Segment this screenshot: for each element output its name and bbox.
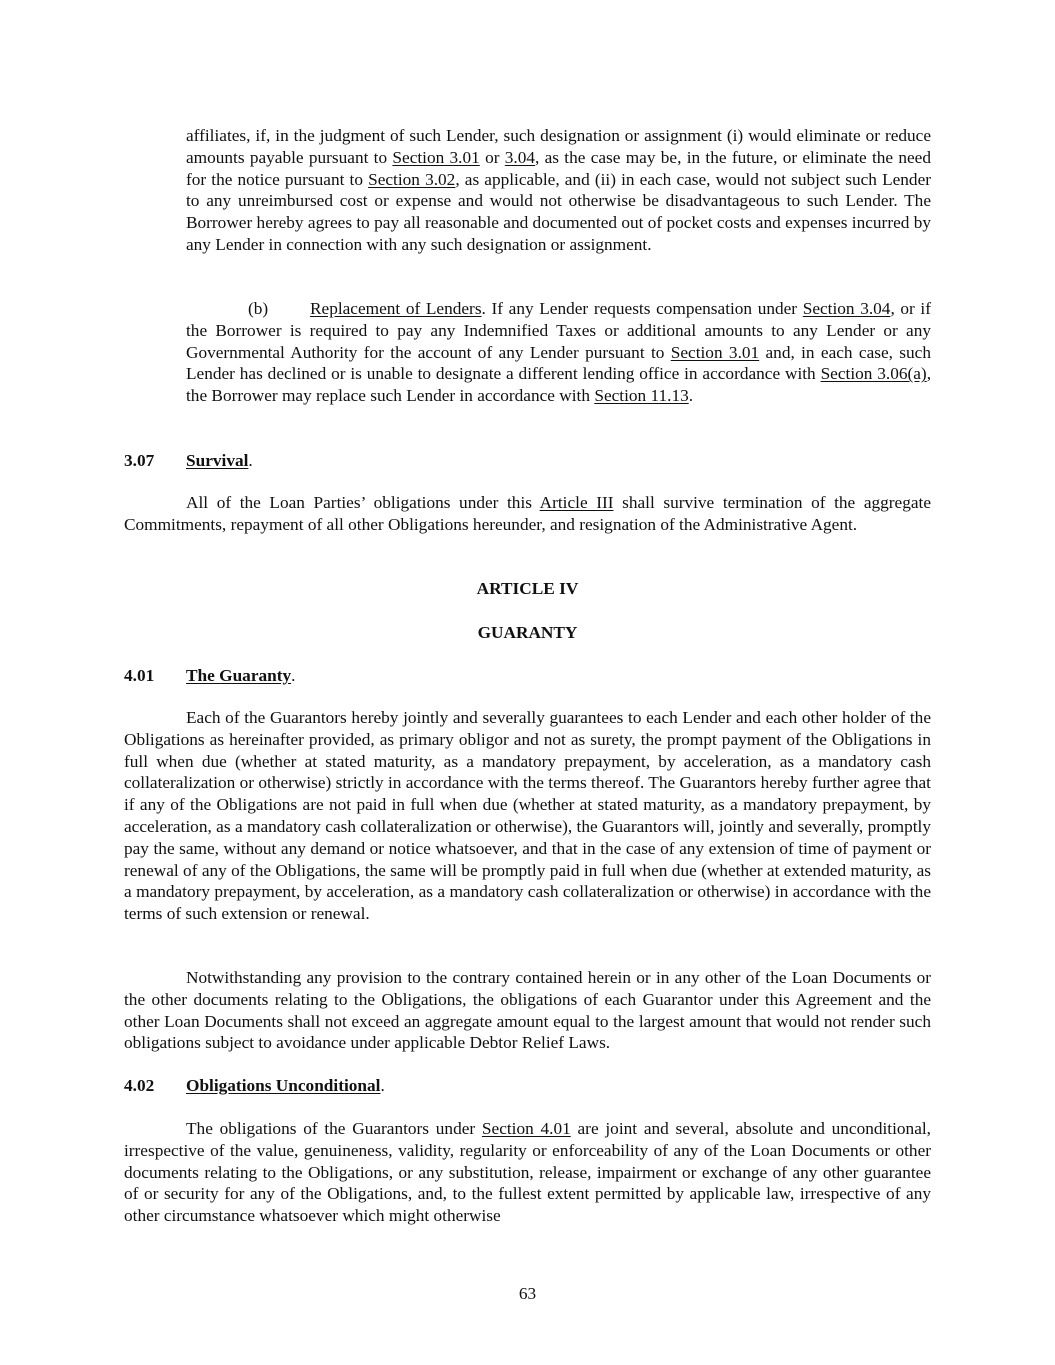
section-heading-4-02: 4.02 Obligations Unconditional. [124,1076,385,1095]
paragraph-notwithstanding: Notwithstanding any provision to the contrary contained herein or in any other of the Loan Documents or the other documents relating to the Obligations, the obligations of each Guarantor under this Agreement and the other Loan Documents shall not exceed an aggregate amount equal to the largest amount that would not render such obligations subject to avoidance under applicable Debtor Relief Laws. [124,968,931,1053]
article-title: ARTICLE IV [476,579,579,598]
section-title: Obligations Unconditional [186,1076,381,1095]
section-title: The Guaranty [186,666,292,685]
section-11-13-reference: Section 11.13 [594,386,689,406]
section-3-06a-reference: Section 3.06(a) [820,364,927,384]
paragraph-designation-continued: affiliates, if, in the judgment of such Lender, such designation or assignment (i) would eliminate or reduce amounts payable pursuant to Section 3.01 or 3.04, as the case may be, in the future, or eliminate the need for the notice pursuant to Section 3.02, as applicable, and (ii) in each case, would not subject such Lender to any unreimbursed cost or expense and would not otherwise be disadvantageous to such Lender. The Borrower hereby agrees to pay all reasonable and documented out of pocket costs and expenses incurred by any Lender in connection with any such designation or assignment. [186,126,932,254]
section-title: Survival [186,451,249,470]
section-heading-4-01: 4.01 The Guaranty. [124,666,296,685]
page-number: 63 [518,1284,537,1303]
article-subtitle: GUARANTY [477,623,578,642]
clause-title: Replacement of Lenders [310,299,482,318]
paragraph-obligations-unconditional: The obligations of the Guarantors under Section 4.01 are joint and several, absolute and unconditional, irrespective of the value, genuineness, validity, regularity or enforceability of any of the Loan Documents or other documents relating to the Obligations, or any substitution, release, impairment or exchange of any other guarantee of or security for any of the Obligations, and, to the fullest extent permitted by applicable law, irrespective of any other circumstance whatsoever which might otherwise [124,1119,931,1226]
section-3-01-reference: Section 3.01 [392,147,480,167]
section-3-04-reference: Section 3.04 [802,299,891,318]
section-heading-3-07: 3.07 Survival. [124,451,253,470]
section-3-01-reference: Section 3.01 [670,342,760,362]
section-3-04-reference: 3.04 [504,147,536,167]
paragraph-survival: All of the Loan Parties’ obligations under this Article III shall survive termination of the aggregate Commitments, repayment of all other Obligations hereunder, and resignation of the Administrative Agent. [124,493,931,534]
section-3-02-reference: Section 3.02 [368,169,456,189]
clause-label: (b) [248,299,269,318]
paragraph-replacement-of-lenders: (b) Replacement of Lenders. If any Lender requests compensation under Section 3.04, or if the Borrower is required to pay any Indemnified Taxes or additional amounts to any Lender or any Governmental Authority for the account of any Lender pursuant to Section 3.01 and, in each case, such Lender has declined or is unable to designate a different lending office in accordance with Section 3.06(a), the Borrower may replace such Lender in accordance with Section 11.13. [186,299,932,406]
article-iii-reference: Article III [539,493,614,512]
section-4-01-reference: Section 4.01 [481,1119,571,1138]
paragraph-guaranty: Each of the Guarantors hereby jointly and severally guarantees to each Lender and each other holder of the Obligations as hereinafter provided, as primary obligor and not as surety, the prompt payment of the Obligations in full when due (whether at stated maturity, as a mandatory prepayment, by acceleration, as a mandatory cash collateralization or otherwise) strictly in accordance with the terms thereof. The Guarantors hereby further agree that if any of the Obligations are not paid in full when due (whether at stated maturity, as a mandatory prepayment, by acceleration, as a mandatory cash collateralization or otherwise), the Guarantors will, jointly and severally, promptly pay the same, without any demand or notice whatsoever, and that in the case of any extension of time of payment or renewal of any of the Obligations, the same will be promptly paid in full when due (whether at extended maturity, as a mandatory prepayment, by acceleration, as a mandatory cash collateralization or otherwise) in accordance with the terms of such extension or renewal. [124,708,931,924]
